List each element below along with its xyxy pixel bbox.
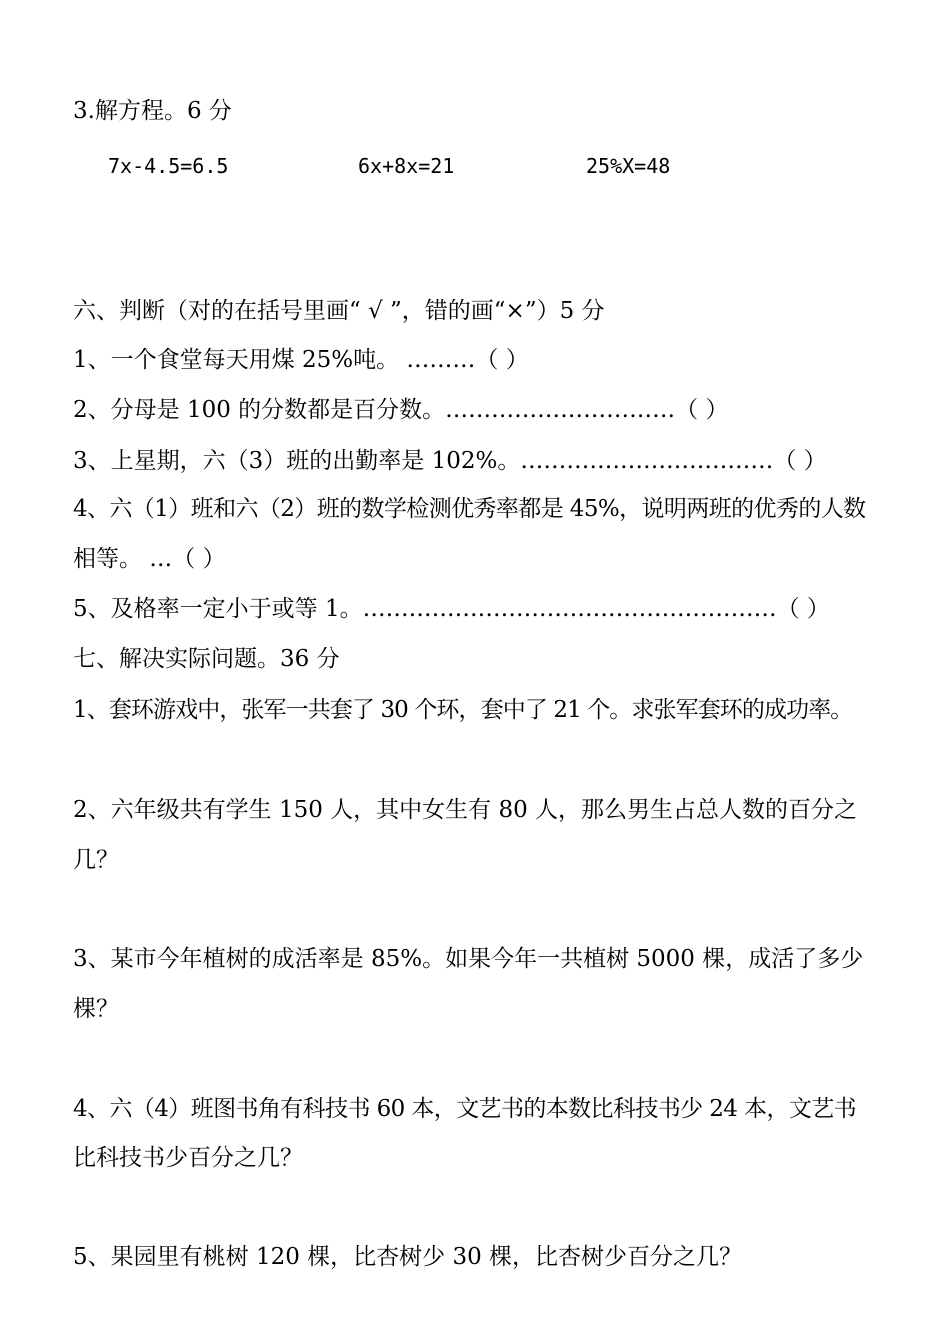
judgement-item-5: 5、及格率一定小于或等 1。………………………………………………（ ）: [73, 596, 830, 622]
judgement-item-4-cont: 相等。 …（ ）: [73, 546, 226, 572]
problem-3-cont: 棵？: [73, 996, 119, 1022]
problem-1: 1、套环游戏中，张军一共套了 30 个环，套中了 21 个。求张军套环的成功率。: [73, 697, 853, 723]
judgement-item-2: 2、分母是 100 的分数都是百分数。…………………………（ ）: [73, 397, 729, 423]
section-3-heading: 3.解方程。6 分: [73, 98, 232, 124]
problem-3: 3、某市今年植树的成活率是 85%。如果今年一共植树 5000 棵，成活了多少: [73, 946, 864, 972]
judgement-item-4: 4、六（1）班和六（2）班的数学检测优秀率都是 45%，说明两班的优秀的人数: [73, 496, 866, 522]
judgement-item-1: 1、一个食堂每天用煤 25%吨。 ………（ ）: [73, 347, 529, 373]
equation-3: 25%X=48: [586, 154, 671, 178]
section-6-heading: 六、判断（对的在括号里画“ √ ”，错的画“×”）5 分: [73, 298, 605, 324]
problem-4: 4、六（4）班图书角有科技书 60 本，文艺书的本数比科技书少 24 本，文艺书: [73, 1096, 857, 1122]
problem-2-cont: 几？: [73, 847, 119, 873]
problem-5: 5、果园里有桃树 120 棵，比杏树少 30 棵，比杏树少百分之几？: [73, 1244, 743, 1270]
problem-2: 2、六年级共有学生 150 人，其中女生有 80 人，那么男生占总人数的百分之: [73, 797, 858, 823]
section-7-heading: 七、解决实际问题。36 分: [73, 646, 340, 672]
judgement-item-3: 3、上星期，六（3）班的出勤率是 102%。……………………………（ ）: [73, 448, 827, 474]
equation-1: 7x-4.5=6.5: [108, 154, 229, 178]
equation-2: 6x+8x=21: [358, 154, 455, 178]
problem-4-cont: 比科技书少百分之几？: [73, 1145, 303, 1171]
